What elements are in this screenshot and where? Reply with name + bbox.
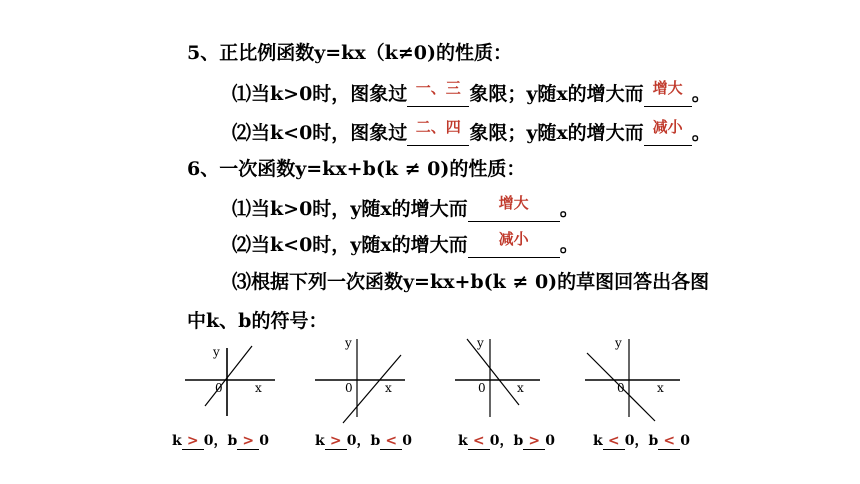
caption-zero: 0: [680, 433, 690, 449]
answer: 减小: [652, 118, 683, 136]
item-text: 。: [559, 234, 579, 256]
answer-blank: [407, 79, 469, 107]
k-sign-answer: <: [607, 433, 620, 449]
section6-item2: [232, 230, 579, 258]
answer-blank: [603, 433, 625, 450]
origin-label: 0: [478, 381, 486, 395]
graph-2: [315, 335, 410, 425]
origin-label: 0: [617, 381, 625, 395]
section5-title: 5、正比例函数y=kx（k≠0)的性质：: [187, 42, 512, 64]
x-label: x: [657, 381, 664, 395]
caption-zero: 0: [545, 433, 555, 449]
caption-zero: 0，: [489, 433, 514, 449]
section5-item2: [232, 118, 711, 146]
graph-3: [455, 335, 550, 425]
graph-1: [185, 340, 280, 420]
k-sign-answer: >: [329, 433, 342, 449]
caption-zero: 0，: [346, 433, 371, 449]
item-text: ⑴当k>0时，y随x的增大而: [232, 198, 468, 220]
answer-blank: [468, 433, 490, 450]
item-text: 。: [559, 198, 579, 220]
item-text: 。: [691, 122, 711, 144]
caption-k: k: [458, 433, 468, 449]
caption-zero: 0，: [203, 433, 228, 449]
caption-zero: 0，: [624, 433, 649, 449]
caption-b: b: [648, 433, 659, 449]
graph-1-caption: [172, 430, 269, 450]
answer: 增大: [652, 79, 683, 97]
answer-blank: [407, 118, 469, 146]
item-text: ⑵当k<0时，y随x的增大而: [232, 234, 468, 256]
caption-k: k: [593, 433, 603, 449]
section5-item1: [232, 79, 711, 107]
b-sign-answer: <: [663, 433, 676, 449]
answer-blank: [380, 433, 402, 450]
caption-k: k: [172, 433, 182, 449]
graph-4-caption: [593, 430, 690, 450]
graph-3-caption: [458, 430, 555, 450]
answer-blank: [468, 194, 560, 222]
answer: 减小: [498, 230, 529, 248]
graph-3-svg: [455, 335, 550, 425]
b-sign-answer: >: [528, 433, 541, 449]
origin-label: 0: [345, 381, 353, 395]
answer-blank: [182, 433, 204, 450]
answer-blank: [237, 433, 259, 450]
x-label: x: [517, 381, 524, 395]
section6-item3-line2: 中k、b的符号：: [187, 310, 328, 332]
caption-zero: 0: [259, 433, 269, 449]
graph-4: [585, 335, 685, 425]
caption-b: b: [370, 433, 381, 449]
item-text: 象限；y随x的增大而: [469, 122, 644, 144]
x-label: x: [255, 381, 262, 395]
item-text: ⑴当k>0时，图象过: [232, 83, 408, 105]
b-sign-answer: >: [242, 433, 255, 449]
caption-b: b: [227, 433, 238, 449]
item-text: ⑵当k<0时，图象过: [232, 122, 408, 144]
k-sign-answer: >: [186, 433, 199, 449]
answer-blank: [468, 230, 560, 258]
answer: 二、四: [415, 118, 461, 136]
answer-blank: [644, 118, 692, 146]
x-label: x: [385, 381, 392, 395]
y-label: y: [477, 336, 484, 350]
answer: 增大: [498, 194, 529, 212]
y-label: y: [213, 345, 220, 359]
answer: 一、三: [415, 79, 461, 97]
caption-k: k: [315, 433, 325, 449]
k-sign-answer: <: [472, 433, 485, 449]
section6-item1: [232, 194, 579, 222]
graph-2-caption: [315, 430, 412, 450]
section6-title: 6、一次函数y=kx+b(k ≠ 0)的性质：: [187, 158, 526, 180]
item-text: 象限；y随x的增大而: [469, 83, 644, 105]
answer-blank: [658, 433, 680, 450]
caption-zero: 0: [402, 433, 412, 449]
origin-label: 0: [215, 381, 223, 395]
answer-blank: [523, 433, 545, 450]
graph-4-svg: [585, 335, 685, 425]
y-label: y: [615, 336, 622, 350]
item-text: 。: [691, 83, 711, 105]
answer-blank: [644, 79, 692, 107]
function-line: [467, 339, 519, 405]
section6-item3-line1: ⑶根据下列一次函数y=kx+b(k ≠ 0)的草图回答出各图: [232, 271, 710, 293]
graph-2-svg: [315, 335, 410, 425]
answer-blank: [325, 433, 347, 450]
graph-1-svg: [185, 340, 280, 420]
caption-b: b: [513, 433, 524, 449]
y-label: y: [345, 336, 352, 350]
b-sign-answer: <: [385, 433, 398, 449]
